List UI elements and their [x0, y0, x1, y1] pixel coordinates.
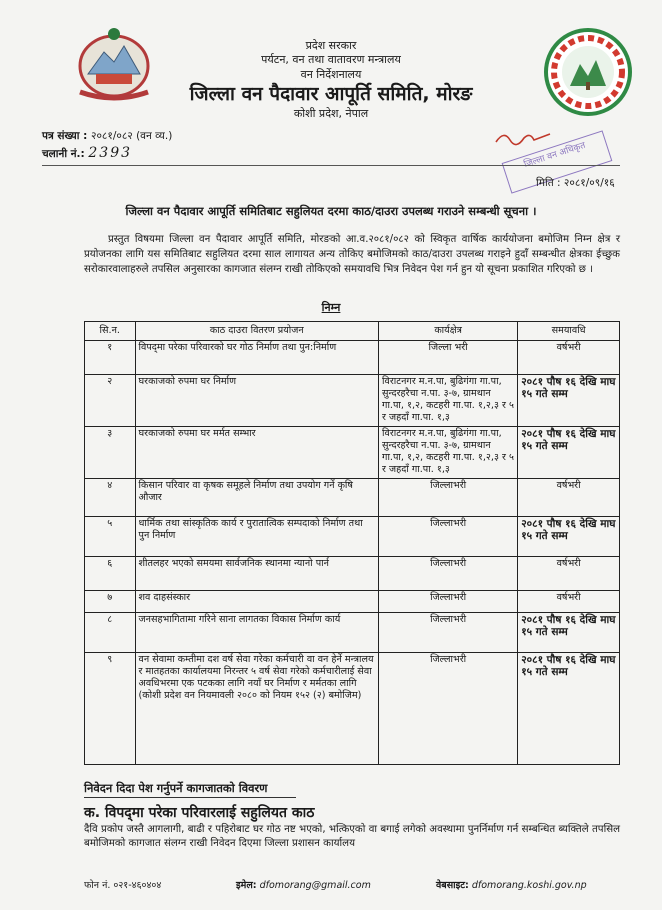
header-ministry: पर्यटन, वन तथा वातावरण मन्त्रालय [261, 53, 401, 66]
cell-area: विराटनगर म.न.पा, बुढिगंगा गा.पा, सुन्दरहरैचा न.पा. ३-७, ग्रामथान गा.पा, १,२, कटहरी गा.पा. १,२,३ र ५ र जहदाँ गा.पा. १,३ [379, 375, 518, 427]
cell-period: २०८१ पौष १६ देखि माघ १५ गते सम्म [518, 613, 620, 653]
cell-sn: १ [85, 341, 136, 375]
cell-period: वर्षभरी [518, 341, 620, 375]
col-area: कार्यक्षेत्र [379, 322, 518, 341]
cell-period: वर्षभरी [518, 591, 620, 613]
table-row [85, 341, 620, 375]
header-directorate: वन निर्देशनालय [300, 68, 362, 81]
notice-body: प्रस्तुत विषयमा जिल्ला वन पैदावार आपूर्ति समिति, मोरङको आ.व.२०८१/०८२ को स्विकृत वार्षिक कार्ययोजना बमोजिम निम्न क्षेत्र र प्रयोजनका लागि यस समितिबाट सहुलियत दरमा साल लागायत अन्य तोकिए बमोजिमको काठ/दाउरा उपलब्ध गराइने हुदाँ सम्बन्धीत क्षेत्रका ईच्छुक सरोकारवालाहरुले तपसिल अनुसारका कागजात संलग्न राखी तोकिएको समयावधि भित्र निवेदन पेश गर्न हुन यो सूचना प्रकाशित गरिएको छ । [84, 234, 620, 275]
col-period: समयावधि [518, 322, 620, 341]
section-title: निवेदन दिदा पेश गर्नुपर्ने कागजातको विवरण [84, 781, 268, 795]
footer-website [436, 878, 587, 891]
office-title: जिल्ला वन पैदावार आपूर्ति समिति, मोरङ [189, 83, 473, 105]
cell-area: जिल्लाभरी [379, 653, 518, 765]
cell-period: २०८१ पौष १६ देखि माघ १५ गते सम्म [518, 517, 620, 557]
cell-purpose: घरकाजको रुपमा घर निर्माण [135, 375, 379, 427]
table-row [85, 557, 620, 591]
table-row [85, 613, 620, 653]
table-title: निम्न [321, 301, 341, 314]
email-value: dfomorang@gmail.com [259, 880, 371, 891]
cell-area: जिल्लाभरी [379, 479, 518, 517]
section-underline [84, 797, 296, 798]
cell-sn: ६ [85, 557, 136, 591]
cell-area: जिल्ला भरी [379, 341, 518, 375]
cell-sn: ५ [85, 517, 136, 557]
chalani-value: 2393 [88, 145, 133, 161]
cell-area: जिल्लाभरी [379, 613, 518, 653]
cell-period: २०८१ पौष १६ देखि माघ १५ गते सम्म [518, 375, 620, 427]
cell-purpose: शीतलहर भएको समयमा सार्वजनिक स्थानमा न्यानो पार्न [135, 557, 379, 591]
footer-phone: फोन नं. ०२१-४६०४०४ [84, 880, 162, 891]
col-sn: सि.न. [85, 322, 136, 341]
header-province: कोशी प्रदेश, नेपाल [293, 107, 369, 120]
table-row [85, 375, 620, 427]
web-value: dfomorang.koshi.gov.np [471, 880, 587, 891]
cell-period: २०८१ पौष १६ देखि माघ १५ गते सम्म [518, 427, 620, 479]
cell-purpose: विपद्‌मा परेका परिवारको घर गोठ निर्माण तथा पुन:निर्माण [135, 341, 379, 375]
table-row [85, 653, 620, 765]
cell-sn: ३ [85, 427, 136, 479]
cell-purpose: घरकाजको रुपमा घर मर्मत सम्भार [135, 427, 379, 479]
table-row [85, 591, 620, 613]
stamp-text: जिल्ला वन अधिकृत [522, 140, 587, 170]
cell-purpose: वन सेवामा कम्तीमा दश वर्ष सेवा गरेका कर्मचारी वा वन हेर्ने मन्त्रालय र मातहतका कार्यालयमा निरन्तर ५ वर्ष सेवा गरेको कर्मचारीलाई सेवा अवधिभरमा एक पटकका लागि नयाँ घर निर्माण र मर्मतका लागि (कोशी प्रदेश वन नियमावली २०८० को नियम १५२ (२) बमोजिम) [135, 653, 379, 765]
footer-email [236, 878, 371, 891]
notice-date: मिति : २०८१/०९/१६ [536, 177, 615, 189]
header-government: प्रदेश सरकार [305, 39, 357, 52]
table-row [85, 517, 620, 557]
notice-subject: जिल्ला वन पैदावार आपूर्ति समितिबाट सहुलियत दरमा काठ/दाउरा उपलब्ध गराउने सम्बन्धी सूचना । [125, 204, 537, 218]
section-subtitle: क. विपद्‌मा परेका परिवारलाई सहुलियत काठ [84, 805, 315, 821]
cell-area: जिल्लाभरी [379, 557, 518, 591]
table-row [85, 427, 620, 479]
chalani-number [42, 145, 132, 161]
patra-sankhya [42, 129, 172, 143]
cell-sn: ७ [85, 591, 136, 613]
cell-sn: २ [85, 375, 136, 427]
cell-sn: ४ [85, 479, 136, 517]
patra-value: २०८१/०८२ (वन व्य.) [90, 130, 173, 142]
cell-period: वर्षभरी [518, 479, 620, 517]
chalani-label: चलानी नं.: [42, 148, 85, 160]
divider [42, 165, 620, 166]
cell-purpose: जनसहभागितामा गरिने साना लागतका विकास निर्माण कार्य [135, 613, 379, 653]
patra-label: पत्र संख्या : [42, 130, 88, 142]
cell-purpose: किसान परिवार वा कृषक समूहले निर्माण तथा उपयोग गर्ने कृषि औजार [135, 479, 379, 517]
cell-area: जिल्लाभरी [379, 591, 518, 613]
cell-period: वर्षभरी [518, 557, 620, 591]
cell-sn: ८ [85, 613, 136, 653]
col-purpose: काठ दाउरा वितरण प्रयोजन [135, 322, 379, 341]
section-text: दैवि प्रकोप जस्तै आगलागी, बाढी र पहिरोबाट घर गोठ नष्ट भएको, भत्किएको वा बगाई लगेको अवस्थामा पुनर्निर्माण गर्न सम्बन्धित ब्यक्तिले तपसिल बमोजिमको कागजात संलग्न राखी निवेदन दिएमा जिल्ला प्रशासन कार्यालय [84, 824, 620, 849]
signature-icon [494, 128, 552, 148]
cell-sn: ९ [85, 653, 136, 765]
web-label: वेबसाइट: [436, 880, 469, 891]
cell-area: जिल्लाभरी [379, 517, 518, 557]
cell-purpose: शव दाहसंस्कार [135, 591, 379, 613]
email-label: इमेल: [236, 880, 257, 891]
cell-period: २०८१ पौष १६ देखि माघ १५ गते सम्म [518, 653, 620, 765]
distribution-table [84, 321, 620, 765]
table-row [85, 479, 620, 517]
table-header-row [85, 322, 620, 341]
cell-area: विराटनगर म.न.पा, बुढिगंगा गा.पा, सुन्दरहरैचा न.पा. ३-७, ग्रामथान गा.पा, १,२, कटहरी गा.पा. १,२,३ र ५ र जहदाँ गा.पा. १,३ [379, 427, 518, 479]
cell-purpose: धार्मिक तथा सांस्कृतिक कार्य र पुरातात्विक सम्पदाको निर्माण तथा पुन निर्माण [135, 517, 379, 557]
